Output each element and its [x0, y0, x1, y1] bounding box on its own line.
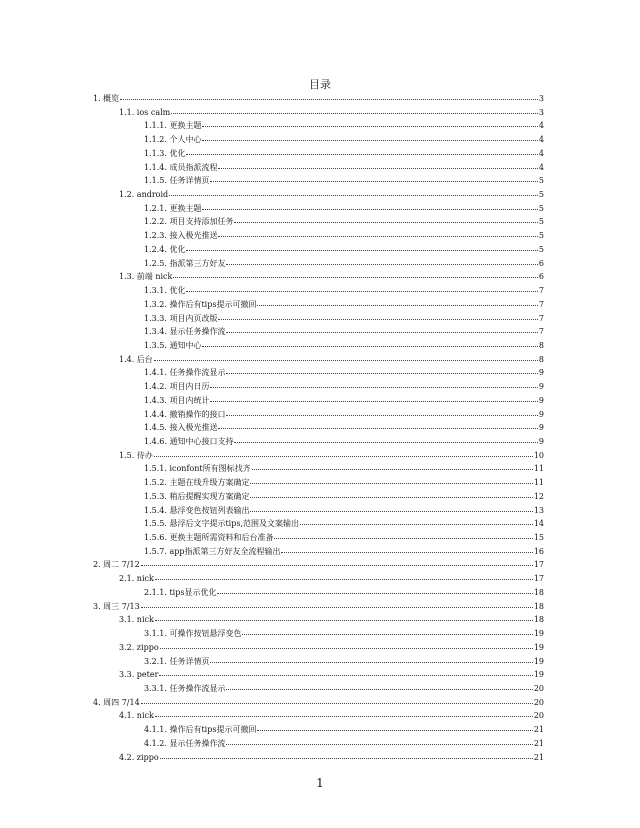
toc-entry-title: 1. 概览 [93, 94, 120, 103]
toc-dot-leader [155, 709, 533, 718]
toc-dot-leader [160, 751, 533, 760]
toc-entry-page: 17 [533, 560, 544, 570]
toc-entry-page: 5 [538, 190, 544, 200]
toc-entry[interactable] [144, 476, 544, 490]
toc-entry[interactable] [144, 655, 544, 669]
toc-entry-page: 4 [538, 121, 544, 131]
toc-dot-leader [210, 174, 537, 183]
toc-dot-leader [226, 257, 537, 266]
toc-entry[interactable] [119, 668, 544, 682]
toc-entry[interactable] [144, 312, 544, 326]
toc-dot-leader [226, 682, 532, 691]
toc-entry-title: 1.4.2. 项目内日历 [144, 382, 210, 392]
toc-dot-leader [218, 161, 537, 170]
toc-entry[interactable] [144, 133, 544, 147]
toc-entry[interactable] [144, 284, 544, 298]
toc-entry-page: 11 [533, 478, 544, 488]
toc-entry-page: 5 [538, 176, 544, 186]
toc-dot-leader [141, 558, 533, 567]
toc-entry[interactable] [119, 572, 544, 586]
toc-entry-page: 20 [533, 711, 544, 721]
toc-entry[interactable] [144, 366, 544, 380]
toc-dot-leader [202, 119, 537, 128]
toc-entry-title: 1.4.4. 撤销操作的接口 [144, 409, 226, 419]
toc-entry[interactable] [144, 737, 544, 751]
toc-entry-title: 4.2. zippo [119, 752, 159, 762]
toc-entry[interactable] [93, 558, 544, 572]
toc-entry-title: 1.4.3. 项目内统计 [144, 395, 210, 405]
toc-entry-title: 1.5.5. 悬浮后文字提示tips,范围及文案输出 [144, 519, 299, 529]
toc-entry-page: 15 [533, 533, 544, 543]
toc-entry-page: 7 [538, 299, 544, 309]
toc-entry-title: 1.1.3. 优化 [144, 148, 186, 158]
toc-dot-leader [250, 504, 532, 513]
toc-entry-page: 3 [538, 94, 544, 103]
toc-dot-leader [234, 215, 537, 224]
toc-entry-title: 1.3.4. 显示任务操作流 [144, 327, 226, 337]
toc-dot-leader [226, 737, 532, 746]
toc-entry-title: 1.2.1. 更换主题 [144, 203, 202, 213]
toc-entry-title: 1.5.7. app指派第三方好友全流程输出 [144, 546, 281, 556]
toc-entry-title: 3. 周三 7/13 [93, 601, 140, 611]
toc-entry[interactable] [144, 215, 544, 229]
toc-entry-page: 8 [538, 354, 544, 364]
toc-entry-title: 1.4.5. 接入极光推送 [144, 423, 218, 433]
toc-dot-leader [250, 490, 532, 499]
toc-entry[interactable] [119, 270, 544, 284]
toc-entry-page: 9 [538, 368, 544, 378]
toc-entry-title: 1.3. 前端 nick [119, 272, 173, 282]
toc-entry-title: 1.2.3. 接入极光推送 [144, 231, 218, 241]
toc-dot-leader [218, 312, 537, 321]
toc-entry-title: 1.5.2. 主题在线升级方案确定 [144, 478, 250, 488]
toc-entry-title: 2.1. nick [119, 574, 154, 584]
toc-dot-leader [257, 298, 537, 307]
toc-dot-leader [159, 668, 532, 677]
toc-entry-page: 4 [538, 162, 544, 172]
toc-dot-leader [154, 353, 538, 362]
toc-dot-leader [141, 600, 533, 609]
toc-entry[interactable] [144, 380, 544, 394]
toc-entry-page: 5 [538, 244, 544, 254]
toc-entry[interactable] [144, 627, 544, 641]
toc-entry[interactable] [144, 435, 544, 449]
toc-entry-title: 4.1.1. 操作后有tips提示可撤回 [144, 725, 257, 735]
toc-entry[interactable] [144, 531, 544, 545]
toc-dot-leader [300, 517, 533, 526]
toc-entry-page: 13 [533, 505, 544, 515]
toc-entry-page: 6 [538, 258, 544, 268]
toc-entry[interactable] [144, 586, 544, 600]
toc-dot-leader [141, 696, 533, 705]
toc-entry-page: 19 [533, 629, 544, 639]
toc-entry[interactable] [144, 408, 544, 422]
toc-entry-title: 1.3.5. 通知中心 [144, 340, 202, 350]
toc-dot-leader [155, 613, 533, 622]
toc-entry-page: 6 [538, 272, 544, 282]
toc-entry-title: 2. 周二 7/12 [93, 560, 140, 570]
toc-dot-leader [218, 229, 537, 238]
toc-entry-page: 9 [538, 382, 544, 392]
toc-entry-title: 4.1. nick [119, 711, 154, 721]
toc-entry-page: 9 [538, 423, 544, 433]
toc-entry[interactable] [144, 202, 544, 216]
toc-entry-title: 1.1.5. 任务详情页 [144, 176, 210, 186]
toc-dot-leader [171, 106, 538, 115]
toc-entry[interactable] [119, 188, 544, 202]
toc-dot-leader [210, 394, 537, 403]
page-number: 1 [316, 776, 324, 790]
toc-entry[interactable] [93, 696, 544, 710]
toc-entry-page: 21 [533, 752, 544, 762]
toc-entry-title: 4.1.2. 显示任务操作流 [144, 738, 226, 748]
toc-dot-leader [120, 92, 538, 101]
toc-dot-leader [281, 545, 532, 554]
toc-dot-leader [257, 723, 532, 732]
toc-entry[interactable] [93, 92, 544, 106]
toc-entry[interactable] [144, 504, 544, 518]
toc-dot-leader [169, 188, 538, 197]
toc-dot-leader [186, 147, 537, 156]
toc-entry[interactable] [119, 641, 544, 655]
toc-dot-leader [202, 339, 537, 348]
toc-dot-leader [173, 270, 538, 279]
toc-dot-leader [210, 380, 537, 389]
toc-dot-leader [217, 586, 532, 595]
toc-entry-page: 7 [538, 313, 544, 323]
toc-dot-leader [210, 655, 532, 664]
toc-entry[interactable] [144, 682, 544, 696]
toc-dot-leader [186, 284, 537, 293]
toc-entry-title: 1.2.2. 项目支持添加任务 [144, 217, 234, 227]
toc-entry-page: 21 [533, 725, 544, 735]
toc-entry[interactable] [93, 600, 544, 614]
toc-entry-page: 3 [538, 107, 544, 117]
toc-entry-page: 11 [533, 464, 544, 474]
toc-entry-page: 9 [538, 395, 544, 405]
toc-entry-page: 9 [538, 409, 544, 419]
toc-entry-page: 4 [538, 135, 544, 145]
toc-entry-page: 19 [533, 670, 544, 680]
toc-entry-title: 1.1.1. 更换主题 [144, 121, 202, 131]
toc-dot-leader [218, 421, 537, 430]
toc-entry-title: 1.4.6. 通知中心接口支持 [144, 437, 234, 446]
toc-entry-title: 1.3.2. 操作后有tips提示可撤回 [144, 299, 257, 309]
toc-entry-title: 3.3.1. 任务操作流显示 [144, 683, 226, 693]
toc-entry-title: 1.5.4. 悬浮变色按钮列表输出 [144, 505, 250, 515]
toc-entry[interactable] [119, 106, 544, 120]
toc-entry[interactable] [144, 490, 544, 504]
toc-entry[interactable] [144, 462, 544, 476]
toc-entry-page: 12 [533, 491, 544, 501]
toc-entry-title: 1.2.4. 优化 [144, 244, 186, 254]
toc-entry-page: 9 [538, 437, 544, 446]
toc-entry-title: 1.4.1. 任务操作流显示 [144, 368, 226, 378]
toc-entry[interactable] [144, 257, 544, 271]
toc-title: 目录 [309, 78, 331, 91]
toc-dot-leader [242, 627, 532, 636]
toc-entry-title: 3.2. zippo [119, 642, 159, 652]
toc-entry-title: 2.1.1. tips显示优化 [144, 587, 217, 597]
toc-dot-leader [202, 133, 537, 142]
toc-entry[interactable] [119, 613, 544, 627]
toc-entry-title: 1.2.5. 指派第三方好友 [144, 258, 226, 268]
toc-entry-title: 1.5.3. 稍后提醒实现方案确定 [144, 491, 250, 501]
toc-entry[interactable] [144, 394, 544, 408]
toc-entry[interactable] [144, 325, 544, 339]
toc-dot-leader [226, 408, 537, 417]
toc-entry-title: 1.1.4. 成员指派流程 [144, 162, 218, 172]
toc-entry-page: 16 [533, 546, 544, 556]
toc-entry-title: 4. 周四 7/14 [93, 697, 140, 707]
toc-entry-page: 21 [533, 738, 544, 748]
toc-entry-title: 1.5. 待办 [119, 450, 153, 460]
toc-dot-leader [252, 462, 533, 471]
toc-entry[interactable] [144, 161, 544, 175]
toc-entry-page: 19 [533, 642, 544, 652]
toc-entry[interactable] [144, 243, 544, 257]
toc-entry[interactable] [144, 174, 544, 188]
toc-entry[interactable] [144, 421, 544, 435]
toc-entry[interactable] [144, 119, 544, 133]
toc-dot-leader [226, 366, 537, 375]
toc-entry-page: 20 [533, 683, 544, 693]
toc-entry-title: 1.1.2. 个人中心 [144, 135, 202, 145]
toc-entry-page: 18 [533, 587, 544, 597]
toc-dot-leader [250, 476, 532, 485]
toc-entry-page: 14 [533, 519, 544, 529]
toc-entry[interactable] [144, 147, 544, 161]
toc-dot-leader [234, 435, 537, 444]
toc-dot-leader [226, 325, 537, 334]
toc-entry-title: 1.5.1. iconfont所有图标找齐 [144, 464, 251, 474]
toc-dot-leader [274, 531, 532, 540]
toc-entry[interactable] [144, 723, 544, 737]
toc-entry[interactable] [119, 709, 544, 723]
toc-entry[interactable] [144, 229, 544, 243]
toc-dot-leader [202, 202, 537, 211]
toc-entry[interactable] [144, 545, 544, 559]
toc-entry-page: 20 [533, 697, 544, 707]
toc-entry-page: 4 [538, 148, 544, 158]
toc-entry-page: 18 [533, 615, 544, 625]
toc-entry-page: 5 [538, 231, 544, 241]
toc-entry-title: 1.5.6. 更换主题所需资料和后台准备 [144, 533, 274, 543]
toc-entry-page: 10 [533, 450, 544, 460]
toc-entry[interactable] [144, 517, 544, 531]
toc-entry-page: 19 [533, 656, 544, 666]
toc-entry-title: 3.2.1. 任务详情页 [144, 656, 210, 666]
toc-entry-title: 1.4. 后台 [119, 354, 153, 364]
toc-entry[interactable] [144, 298, 544, 312]
toc-entry-page: 5 [538, 203, 544, 213]
toc-entry-page: 5 [538, 217, 544, 227]
toc-entry-title: 1.3.3. 项目内页改版 [144, 313, 218, 323]
toc-entry[interactable] [119, 449, 544, 463]
toc-entry-page: 7 [538, 286, 544, 296]
toc-entry-title: 3.1. nick [119, 615, 154, 625]
toc-dot-leader [186, 243, 537, 252]
toc-entry[interactable] [119, 353, 544, 367]
toc-entry-title: 1.3.1. 优化 [144, 286, 186, 296]
toc-entry-title: 1.1. ios calm [119, 107, 171, 117]
toc-entry-page: 17 [533, 574, 544, 584]
toc-entry-page: 8 [538, 340, 544, 350]
toc-entry-page: 7 [538, 327, 544, 337]
toc-entry-title: 3.1.1. 可操作按钮悬浮变色 [144, 629, 242, 639]
toc-dot-leader [160, 641, 533, 650]
toc-entry-title: 3.3. peter [119, 670, 159, 680]
toc-dot-leader [155, 572, 533, 581]
toc-entry-title: 1.2. android [119, 190, 169, 200]
toc-dot-leader [154, 449, 533, 458]
toc-entry[interactable] [119, 751, 544, 765]
toc-entry-page: 18 [533, 601, 544, 611]
toc-entry[interactable] [144, 339, 544, 353]
